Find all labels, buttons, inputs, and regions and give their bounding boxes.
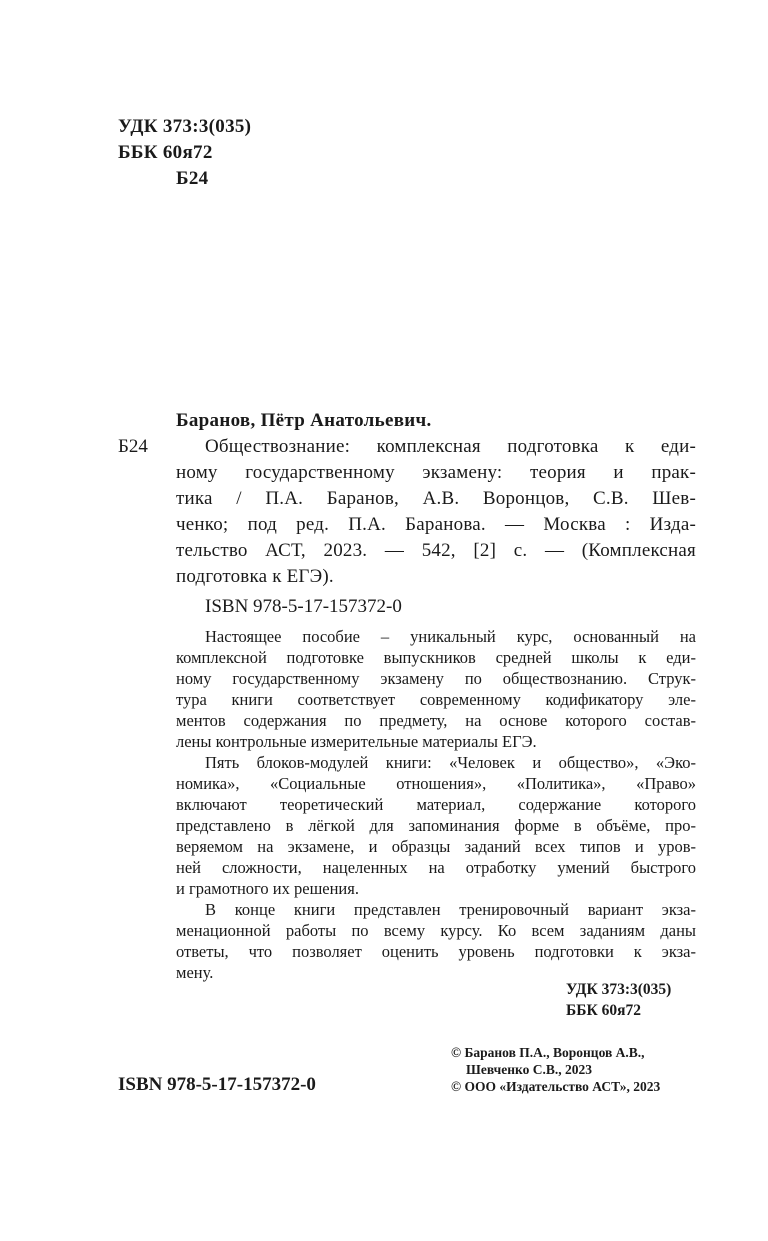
description-line: Обществознание: комплексная подготовка к еди-: [205, 436, 696, 457]
annotation-line: менационной работы по всему курсу. Ко всем заданиям даны: [176, 921, 696, 940]
bbk-code-top: ББК 60я72: [118, 142, 213, 163]
udk-code-top: УДК 373:3(035): [118, 116, 252, 137]
description-line: тельство АСТ, 2023. — 542, [2] с. — (Комплексная: [176, 540, 696, 561]
annotation-line: тура книги соответствует современному кодификатору эле-: [176, 690, 696, 709]
udk-code-right: УДК 373:3(035): [566, 981, 672, 998]
annotation-line: Настоящее пособие – уникальный курс, основанный на: [205, 627, 696, 646]
copyright-authors: © Баранов П.А., Воронцов А.В.,: [451, 1045, 645, 1060]
annotation-line: ответы, что позволяет оценить уровень подготовки к экза-: [176, 942, 696, 961]
annotation: [176, 626, 696, 983]
annotation-line: В конце книги представлен тренировочный вариант экза-: [205, 900, 696, 919]
isbn-inline: ISBN 978-5-17-157372-0: [205, 596, 402, 617]
isbn-bottom: ISBN 978-5-17-157372-0: [118, 1074, 316, 1095]
description-line: ченко; под ред. П.А. Баранова. — Москва : Изда-: [176, 514, 696, 535]
annotation-line: представлено в лёгкой для запоминания форме в объёме, про-: [176, 816, 696, 835]
bibliographic-description: [176, 434, 696, 590]
annotation-line: ней сложности, нацеленных на отработку умений быстрого: [176, 858, 696, 877]
annotation-line: комплексной подготовке выпускников средней школы к еди-: [176, 648, 696, 667]
annotation-line: Пять блоков-модулей книги: «Человек и общество», «Эко-: [205, 753, 696, 772]
annotation-line: мену.: [176, 963, 214, 982]
annotation-line: лены контрольные измерительные материалы ЕГЭ.: [176, 732, 537, 751]
author-heading: Баранов, Пётр Анатольевич.: [176, 410, 432, 431]
description-line: подготовка к ЕГЭ).: [176, 566, 334, 587]
description-line: ному государственному экзамену: теория и прак-: [176, 462, 696, 483]
copyright-authors-cont: Шевченко С.В., 2023: [466, 1062, 592, 1077]
side-author-mark: Б24: [118, 436, 148, 457]
author-mark-top: Б24: [176, 168, 209, 189]
annotation-line: ментов содержания по предмету, на основе которого состав-: [176, 711, 696, 730]
bbk-code-right: ББК 60я72: [566, 1002, 641, 1019]
annotation-line: номика», «Социальные отношения», «Политика», «Право»: [176, 774, 696, 793]
copyright-publisher: © ООО «Издательство АСТ», 2023: [451, 1079, 661, 1094]
annotation-line: веряемом на экзамене, и образцы заданий всех типов и уров-: [176, 837, 696, 856]
annotation-line: и грамотного их решения.: [176, 879, 359, 898]
annotation-line: включают теоретический материал, содержание которого: [176, 795, 696, 814]
description-line: тика / П.А. Баранов, А.В. Воронцов, С.В. Шев-: [176, 488, 696, 509]
annotation-line: ному государственному экзамену по обществознанию. Струк-: [176, 669, 696, 688]
